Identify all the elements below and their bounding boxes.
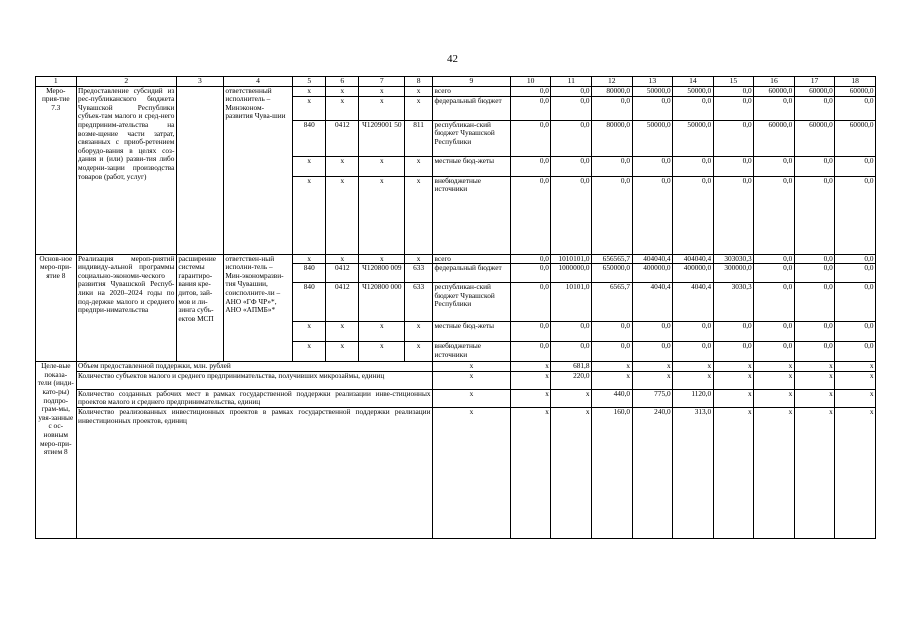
amount-cell: 0,0 <box>754 156 795 176</box>
amount-cell: 0,0 <box>713 96 754 120</box>
code-cell: x <box>293 156 326 176</box>
code-cell: x <box>359 254 405 264</box>
amount-cell: 0,0 <box>551 120 592 156</box>
amount-cell: 60000,0 <box>794 86 835 96</box>
measure-executor: ответствен-ный исполни-тель – Мин-экономразви-тия Чувашии, соисполните-ли – АНО «ГФ ЧР»*, АНО «АПМБ»* <box>223 254 292 362</box>
measure-participants: расширение системы гарантиро-вания кре-дитов, зай-мов и ли-зинга субъ-ектов МСП <box>176 254 223 362</box>
code-cell: 633 <box>405 264 433 283</box>
indicator-text: Количество созданных рабочих мест в рамках государственной поддержки реализации инве-стиционных проектов малого и среднего предпринимательства, единиц <box>78 389 431 407</box>
amount-cell: 0,0 <box>713 342 754 362</box>
page-number: 42 <box>447 53 458 65</box>
amount-cell: 0,0 <box>510 254 551 264</box>
header-cell: 2 <box>76 77 176 87</box>
header-cell: 5 <box>293 77 326 87</box>
amount-cell: 0,0 <box>835 96 876 120</box>
indicator-value: x <box>835 389 876 407</box>
funding-source: республикан-ский бюджет Чувашской Республики <box>433 283 511 322</box>
amount-cell: 0,0 <box>510 156 551 176</box>
amount-cell: 0,0 <box>794 283 835 322</box>
indicator-value: x <box>794 362 835 372</box>
code-cell: x <box>293 342 326 362</box>
header-cell: 4 <box>223 77 292 87</box>
amount-cell: 50000,0 <box>673 86 714 96</box>
code-cell: x <box>293 254 326 264</box>
code-cell: x <box>293 96 326 120</box>
code-cell: x <box>326 96 359 120</box>
code-cell: 0412 <box>326 120 359 156</box>
indicator-value: x <box>632 362 673 372</box>
header-cell: 10 <box>510 77 551 87</box>
amount-cell: 0,0 <box>592 176 633 254</box>
measure-name: Реализация мероп-риятий индивиду-альной программы социально-экономи-ческого развития Чувашской Респуб-лики на 2020–2024 годы по под-держке малого и среднего предпри-нимательства <box>76 254 176 362</box>
amount-cell: 50000,0 <box>673 120 714 156</box>
amount-cell: 0,0 <box>551 176 592 254</box>
measure-name: Предоставление субсидий из рес-публиканского бюджета Чувашской Республики субъек-там малого и сред-него предприним-ательства на возме-щение части затрат, связанных с приоб-ретением оборудо-вания в целях соз-дания и (или) разви-тия либо модерни-зации производства товаров (работ, услуг) <box>76 86 176 254</box>
indicator-value: x <box>713 371 754 389</box>
indicator-value: x <box>835 362 876 372</box>
header-cell: 16 <box>754 77 795 87</box>
indicator-value: x <box>794 371 835 389</box>
indicator-value: x <box>551 407 592 538</box>
code-cell: x <box>326 176 359 254</box>
indicator-value: x <box>794 407 835 538</box>
code-cell: x <box>405 322 433 342</box>
amount-cell: 3030,3 <box>713 283 754 322</box>
code-cell: x <box>326 156 359 176</box>
funding-source: всего <box>433 254 511 264</box>
header-cell: 15 <box>713 77 754 87</box>
indicator-value: x <box>551 389 592 407</box>
funding-source: местные бюд-жеты <box>433 156 511 176</box>
amount-cell: 0,0 <box>510 283 551 322</box>
indicator-value: x <box>754 407 795 538</box>
code-cell: x <box>293 176 326 254</box>
amount-cell: 0,0 <box>794 342 835 362</box>
amount-cell: 0,0 <box>551 342 592 362</box>
indicators-label: Целе-вые показа-тели (инди-като-ры) подпро-грам-мы, увя-занные с ос-новным меро-при-ятием 8 <box>36 362 77 539</box>
amount-cell: 0,0 <box>835 156 876 176</box>
header-cell: 8 <box>405 77 433 87</box>
indicator-value: x <box>835 371 876 389</box>
code-cell: Ч120800 009 <box>359 264 405 283</box>
indicator-value: 1120,0 <box>673 389 714 407</box>
header-cell: 9 <box>433 77 511 87</box>
amount-cell: 0,0 <box>592 96 633 120</box>
amount-cell: 0,0 <box>713 156 754 176</box>
amount-cell: 0,0 <box>794 264 835 283</box>
indicator-row <box>36 371 876 389</box>
amount-cell: 0,0 <box>794 322 835 342</box>
amount-cell: 0,0 <box>551 156 592 176</box>
indicator-text: Количество реализованных инвестиционных проектов в рамках государственной поддержки реализации инвестиционных проектов, единиц <box>76 407 432 538</box>
amount-cell: 60000,0 <box>794 120 835 156</box>
amount-cell: 1010101,0 <box>551 254 592 264</box>
measure-label: Основ-ное меро-при-ятие 8 <box>36 254 77 362</box>
measure-executor: ответственный исполнитель – Минэконом-развития Чува-шии <box>223 86 292 254</box>
table-row <box>36 86 876 96</box>
funding-source: внебюджетные источники <box>433 342 511 362</box>
amount-cell: 0,0 <box>673 322 714 342</box>
funding-source: местные бюд-жеты <box>433 322 511 342</box>
amount-cell: 0,0 <box>551 322 592 342</box>
indicator-value: x <box>754 362 795 372</box>
code-cell: x <box>359 86 405 96</box>
code-cell: x <box>405 96 433 120</box>
amount-cell: 4040,4 <box>673 283 714 322</box>
amount-cell: 0,0 <box>510 264 551 283</box>
indicator-row <box>36 362 876 372</box>
header-cell: 11 <box>551 77 592 87</box>
amount-cell: 656565,7 <box>592 254 633 264</box>
amount-cell: 4040,4 <box>632 283 673 322</box>
indicator-value: 220,0 <box>551 371 592 389</box>
code-cell: Ч120800 000 <box>359 283 405 322</box>
code-cell: 633 <box>405 283 433 322</box>
funding-source: республикан-ский бюджет Чувашской Республики <box>433 120 511 156</box>
amount-cell: 1000000,0 <box>551 264 592 283</box>
amount-cell: 0,0 <box>632 176 673 254</box>
header-cell: 3 <box>176 77 223 87</box>
amount-cell: 0,0 <box>510 120 551 156</box>
amount-cell: 400000,0 <box>632 264 673 283</box>
indicator-value: x <box>835 407 876 538</box>
indicator-value: x <box>433 371 511 389</box>
code-cell: x <box>359 96 405 120</box>
indicator-row <box>36 407 876 538</box>
amount-cell: 303030,3 <box>713 254 754 264</box>
indicator-value: x <box>433 362 511 372</box>
amount-cell: 0,0 <box>592 342 633 362</box>
code-cell: 840 <box>293 120 326 156</box>
header-cell: 7 <box>359 77 405 87</box>
amount-cell: 0,0 <box>510 322 551 342</box>
amount-cell: 0,0 <box>835 254 876 264</box>
amount-cell: 50000,0 <box>632 86 673 96</box>
amount-cell: 0,0 <box>632 322 673 342</box>
code-cell: x <box>405 342 433 362</box>
funding-source: всего <box>433 86 511 96</box>
amount-cell: 400000,0 <box>673 264 714 283</box>
indicator-value: x <box>510 362 551 372</box>
amount-cell: 80000,0 <box>592 86 633 96</box>
header-cell: 17 <box>794 77 835 87</box>
code-cell: x <box>359 176 405 254</box>
code-cell: x <box>359 322 405 342</box>
amount-cell: 0,0 <box>835 322 876 342</box>
amount-cell: 0,0 <box>835 264 876 283</box>
amount-cell: 60000,0 <box>754 86 795 96</box>
indicator-value: x <box>592 362 633 372</box>
amount-cell: 300000,0 <box>713 264 754 283</box>
indicator-value: 313,0 <box>673 407 714 538</box>
amount-cell: 0,0 <box>510 86 551 96</box>
budget-table <box>35 76 876 539</box>
indicator-value: x <box>794 389 835 407</box>
amount-cell: 404040,4 <box>673 254 714 264</box>
header-cell: 14 <box>673 77 714 87</box>
header-row <box>36 77 876 87</box>
amount-cell: 650000,0 <box>592 264 633 283</box>
amount-cell: 0,0 <box>592 322 633 342</box>
code-cell: x <box>326 86 359 96</box>
amount-cell: 0,0 <box>632 156 673 176</box>
amount-cell: 0,0 <box>754 254 795 264</box>
amount-cell: 50000,0 <box>632 120 673 156</box>
amount-cell: 60000,0 <box>754 120 795 156</box>
indicator-value: x <box>433 407 511 538</box>
amount-cell: 0,0 <box>754 342 795 362</box>
amount-cell: 0,0 <box>510 96 551 120</box>
amount-cell: 0,0 <box>794 96 835 120</box>
indicator-value: x <box>510 371 551 389</box>
table-row <box>36 254 876 264</box>
amount-cell: 0,0 <box>673 342 714 362</box>
amount-cell: 0,0 <box>713 176 754 254</box>
amount-cell: 0,0 <box>592 156 633 176</box>
header-cell: 13 <box>632 77 673 87</box>
funding-source: федеральный бюджет <box>433 264 511 283</box>
indicator-text: Объем предоставленной поддержки, млн. рублей <box>76 362 432 372</box>
indicator-value: x <box>673 371 714 389</box>
amount-cell: 80000,0 <box>592 120 633 156</box>
amount-cell: 0,0 <box>632 96 673 120</box>
code-cell: x <box>359 156 405 176</box>
indicator-value: x <box>673 362 714 372</box>
amount-cell: 404040,4 <box>632 254 673 264</box>
code-cell: 840 <box>293 283 326 322</box>
amount-cell: 0,0 <box>713 322 754 342</box>
funding-source: федеральный бюджет <box>433 96 511 120</box>
amount-cell: 0,0 <box>673 176 714 254</box>
indicator-value: x <box>754 371 795 389</box>
code-cell: x <box>359 342 405 362</box>
amount-cell: 0,0 <box>551 86 592 96</box>
indicator-value: x <box>713 389 754 407</box>
amount-cell: 0,0 <box>835 342 876 362</box>
funding-source: внебюджетные источники <box>433 176 511 254</box>
amount-cell: 10101,0 <box>551 283 592 322</box>
indicator-value: x <box>632 371 673 389</box>
amount-cell: 0,0 <box>835 283 876 322</box>
amount-cell: 60000,0 <box>835 120 876 156</box>
indicator-row <box>36 389 876 407</box>
indicator-value: x <box>713 407 754 538</box>
header-cell: 1 <box>36 77 77 87</box>
amount-cell: 0,0 <box>632 342 673 362</box>
indicator-value: x <box>592 371 633 389</box>
code-cell: x <box>405 254 433 264</box>
amount-cell: 0,0 <box>754 264 795 283</box>
code-cell: 811 <box>405 120 433 156</box>
code-cell: x <box>293 86 326 96</box>
indicator-value: 160,0 <box>592 407 633 538</box>
code-cell: x <box>293 322 326 342</box>
indicator-value: x <box>713 362 754 372</box>
amount-cell: 0,0 <box>551 96 592 120</box>
code-cell: x <box>326 254 359 264</box>
indicator-value: 240,0 <box>632 407 673 538</box>
amount-cell: 0,0 <box>754 176 795 254</box>
indicator-value: x <box>510 407 551 538</box>
amount-cell: 0,0 <box>713 120 754 156</box>
code-cell: x <box>326 322 359 342</box>
indicator-text: Количество субъектов малого и среднего предпринимательства, получивших микрозаймы, единиц <box>76 371 432 389</box>
code-cell: 840 <box>293 264 326 283</box>
indicator-value: x <box>510 389 551 407</box>
header-cell: 12 <box>592 77 633 87</box>
code-cell: 0412 <box>326 283 359 322</box>
amount-cell: 0,0 <box>713 86 754 96</box>
amount-cell: 0,0 <box>754 283 795 322</box>
code-cell: Ч1209001 50 <box>359 120 405 156</box>
indicator-value: 775,0 <box>632 389 673 407</box>
code-cell: x <box>405 156 433 176</box>
amount-cell: 0,0 <box>754 96 795 120</box>
indicator-value: 440,0 <box>592 389 633 407</box>
code-cell: x <box>405 176 433 254</box>
measure-participants <box>176 86 223 254</box>
header-cell: 18 <box>835 77 876 87</box>
amount-cell: 0,0 <box>794 156 835 176</box>
amount-cell: 6565,7 <box>592 283 633 322</box>
amount-cell: 0,0 <box>835 176 876 254</box>
measure-label: Меро-прия-тие 7.3 <box>36 86 77 254</box>
amount-cell: 0,0 <box>510 342 551 362</box>
indicator-value: x <box>754 389 795 407</box>
amount-cell: 0,0 <box>673 96 714 120</box>
amount-cell: 0,0 <box>673 156 714 176</box>
code-cell: x <box>405 86 433 96</box>
amount-cell: 0,0 <box>510 176 551 254</box>
amount-cell: 0,0 <box>794 254 835 264</box>
code-cell: 0412 <box>326 264 359 283</box>
header-cell: 6 <box>326 77 359 87</box>
amount-cell: 0,0 <box>754 322 795 342</box>
amount-cell: 60000,0 <box>835 86 876 96</box>
indicator-value: 681,8 <box>551 362 592 372</box>
indicator-value: x <box>433 389 511 407</box>
code-cell: x <box>326 342 359 362</box>
amount-cell: 0,0 <box>794 176 835 254</box>
